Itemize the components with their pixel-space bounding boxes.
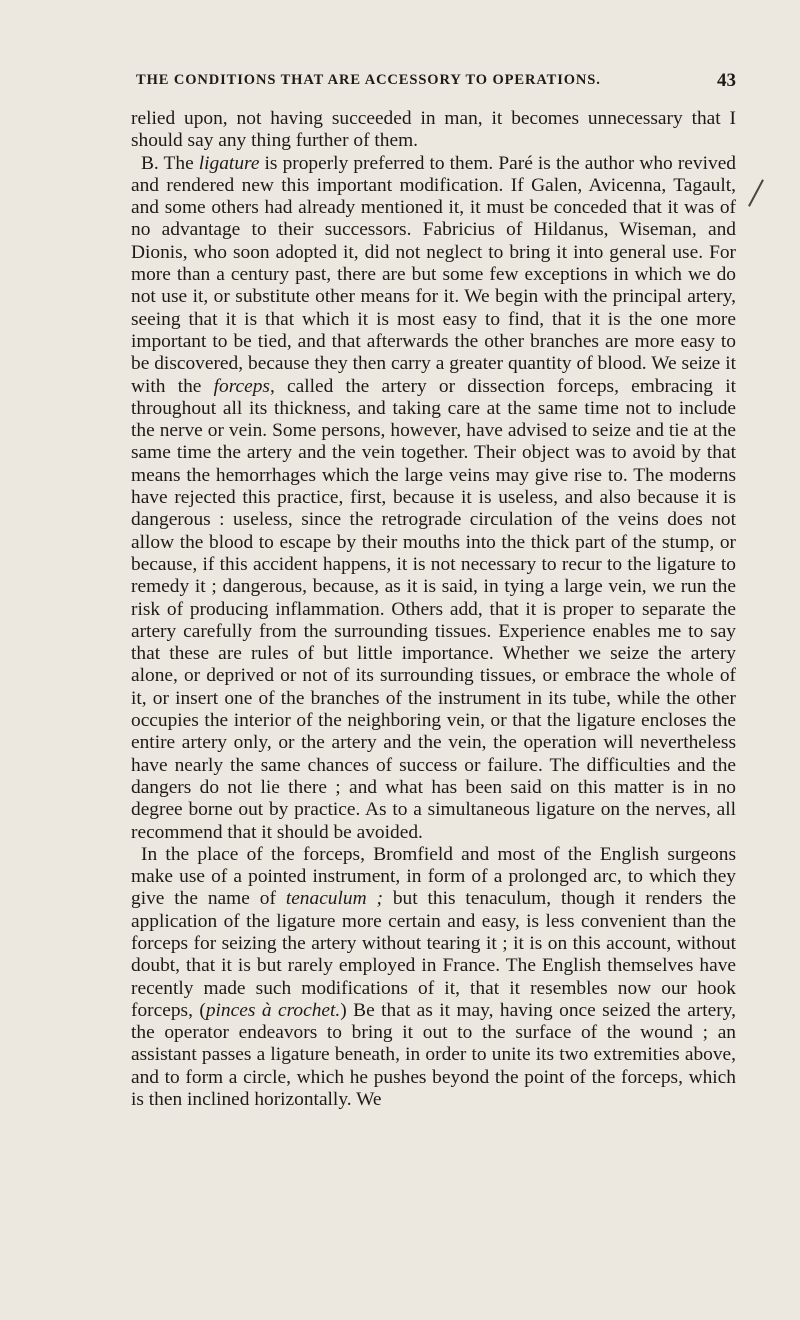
margin-pencil-mark bbox=[748, 179, 764, 206]
paragraph-3 bbox=[131, 844, 736, 1112]
running-head bbox=[136, 72, 736, 96]
paragraph-2 bbox=[131, 153, 736, 844]
paragraph-1-text: relied upon, not having succeeded in man, it becomes unnecessary that I should say any thing further of them. bbox=[131, 108, 736, 152]
paragraph-3-text-a: In the place of the forceps, Bromfield and most of the English surgeons make use of a pointed instrument, in form of a prolonged arc, to which they give the name of bbox=[131, 843, 736, 910]
term-forceps: forceps bbox=[213, 375, 270, 397]
term-pinces-a-crochet: pinces à crochet. bbox=[205, 999, 341, 1021]
paragraph-2-text-a: is properly preferred to them. Paré is the author who revived and rendered new this important modification. If Galen, Avicenna, Tagault, and some others had already mentioned it, it must be conceded that it was of no advantage to their successors. Fabricius of Hildanus, Wiseman, and Dionis, who soon adopted it, did not neglect to bring it into general use. For more than a century past, there are but some few exceptions in which we do not use it, or substitute other means for it. We begin with the principal artery, seeing that it is that which it is most easy to find, that it is the one more important to be tied, and that afterwards the other branches are more easy to be discovered, because they then carry a greater quantity of blood. We seize it with the bbox=[131, 152, 736, 397]
term-tenaculum: tenaculum ; bbox=[285, 888, 383, 910]
paragraph-2-text-b: , called the artery or dissection forceps, embracing it throughout all its thickness, and taking care at the same time not to include the nerve or vein. Some persons, however, have advised to seize and tie at the same time the artery and the vein together. Their object was to avoid by that means the hemorrhages which the large veins may give rise to. The moderns have rejected this practice, first, because it is useless, and also because it is dangerous : useless, since the retrograde circulation of the veins does not allow the blood to escape by their mouths into the thick part of the stump, or because, if this accident happens, it is not necessary to recur to the ligature to remedy it ; dangerous, because, as it is said, in tying a large vein, we run the risk of producing inflammation. Others add, that it is proper to separate the artery carefully from the surrounding tissues. Experience enables me to say that these are rules of but little importance. Whether we seize the artery alone, or deprived or not of its surrounding tissues, or embrace the whole of it, or insert one of the branches of the instrument in its tube, while the other occupies the interior of the neighboring vein, or that the ligature encloses the entire artery only, or the artery and the vein, the operation will nevertheless have nearly the same chances of success or failure. The difficulties and the dangers do not lie there ; and what has been said on this matter is in no degree borne out by practice. As to a simultaneous ligature on the nerves, all recommend that it should be avoided. bbox=[131, 375, 737, 843]
paragraph-3-text-c: ) Be that as it may, having once seized the artery, the operator endeavors to bring it out to the surface of the wound ; an assistant passes a ligature beneath, in order to unite its two extremities above, and to form a circle, which he pushes beyond the point of the forceps, which is then inclined horizontally. We bbox=[131, 999, 737, 1111]
paragraph-3-text-b: but this tenaculum, though it renders the application of the ligature more certain and easy, is less convenient than the forceps for seizing the artery without tearing it ; it is on this account, without doubt, that it is but rarely employed in France. The English themselves have recently made such modifications of it, that it resembles now our hook forceps, ( bbox=[131, 888, 737, 1021]
running-title: THE CONDITIONS THAT ARE ACCESSORY TO OPERATIONS. bbox=[136, 72, 601, 88]
paragraph-2-prefix: B. The bbox=[141, 152, 199, 174]
body-text bbox=[131, 108, 736, 1111]
page-number: 43 bbox=[717, 70, 736, 91]
paragraph-1 bbox=[131, 108, 736, 153]
term-ligature: ligature bbox=[198, 152, 260, 174]
